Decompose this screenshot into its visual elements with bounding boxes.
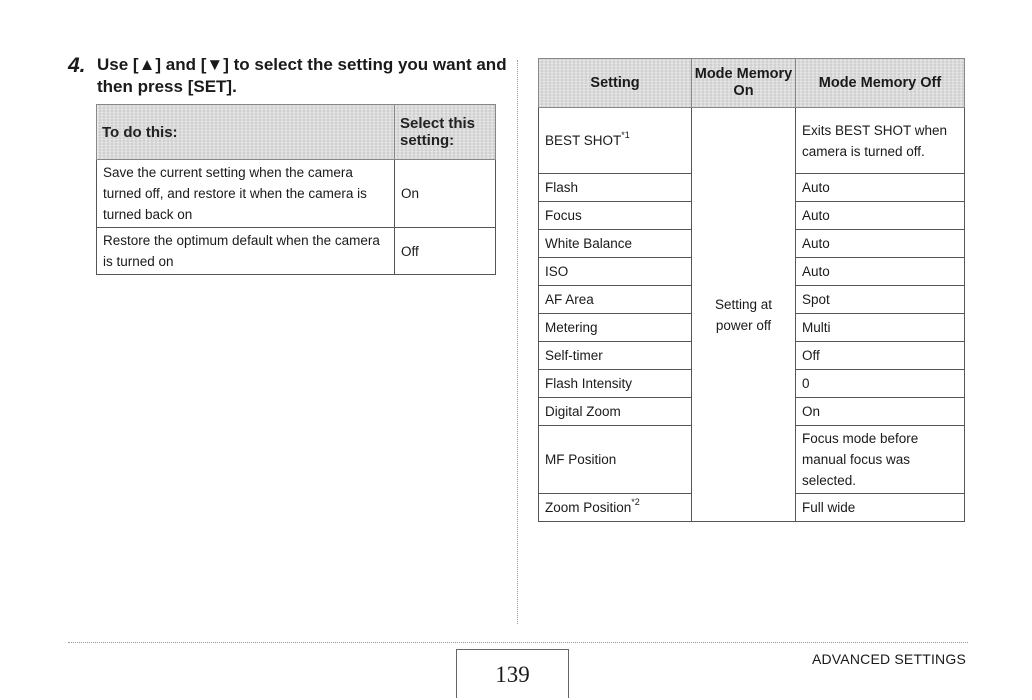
setting-name-cell: Flash [539,174,692,202]
mode-memory-settings-table [538,58,965,522]
footer-divider [68,642,968,643]
memory-off-cell: Auto [796,202,965,230]
memory-off-cell: Spot [796,286,965,314]
setting-name-cell: Metering [539,314,692,342]
action-cell: Save the current setting when the camera turned off, and restore it when the camera is turned back on [97,160,395,228]
setting-name-cell: Focus [539,202,692,230]
setting-name-cell: Self-timer [539,342,692,370]
memory-off-cell: Auto [796,258,965,286]
header-select-this-setting: Select this setting: [395,105,496,160]
action-cell: Restore the optimum default when the camera is turned on [97,228,395,275]
footnote-marker: *1 [621,130,630,140]
section-title: ADVANCED SETTINGS [811,651,966,667]
memory-off-cell: Full wide [796,494,965,522]
header-memory-on: Mode Memory On [692,59,796,108]
memory-on-cell: Setting at power off [692,108,796,522]
column-divider [517,60,518,624]
header-memory-off: Mode Memory Off [796,59,965,108]
setting-cell: Off [395,228,496,275]
step-number: 4. [68,54,86,77]
header-setting: Setting [539,59,692,108]
header-to-do-this: To do this: [97,105,395,160]
table-row [97,160,496,228]
setting-name-cell: AF Area [539,286,692,314]
memory-off-cell: Focus mode before manual focus was selected. [796,426,965,494]
step-text: Use [▲] and [▼] to select the setting you want and then press [SET]. [97,55,507,96]
memory-off-cell: Exits BEST SHOT when camera is turned off. [796,108,965,174]
mode-memory-choice-table [96,104,496,275]
setting-name-cell: Flash Intensity [539,370,692,398]
table-row [97,228,496,275]
memory-off-cell: On [796,398,965,426]
setting-name-cell: BEST SHOT$^{*1}$ [539,108,692,174]
page-number: 139 [456,649,569,698]
memory-off-cell: 0 [796,370,965,398]
footnote-marker: *2 [631,497,640,507]
memory-off-cell: Multi [796,314,965,342]
setting-name-cell: White Balance [539,230,692,258]
memory-off-cell: Auto [796,174,965,202]
setting-cell: On [395,160,496,228]
setting-name-cell: Digital Zoom [539,398,692,426]
memory-off-cell: Auto [796,230,965,258]
table-row [539,108,965,174]
setting-name-cell: MF Position [539,426,692,494]
memory-off-cell: Off [796,342,965,370]
setting-name-cell: Zoom Position$^{*2}$ [539,494,692,522]
setting-name-cell: ISO [539,258,692,286]
